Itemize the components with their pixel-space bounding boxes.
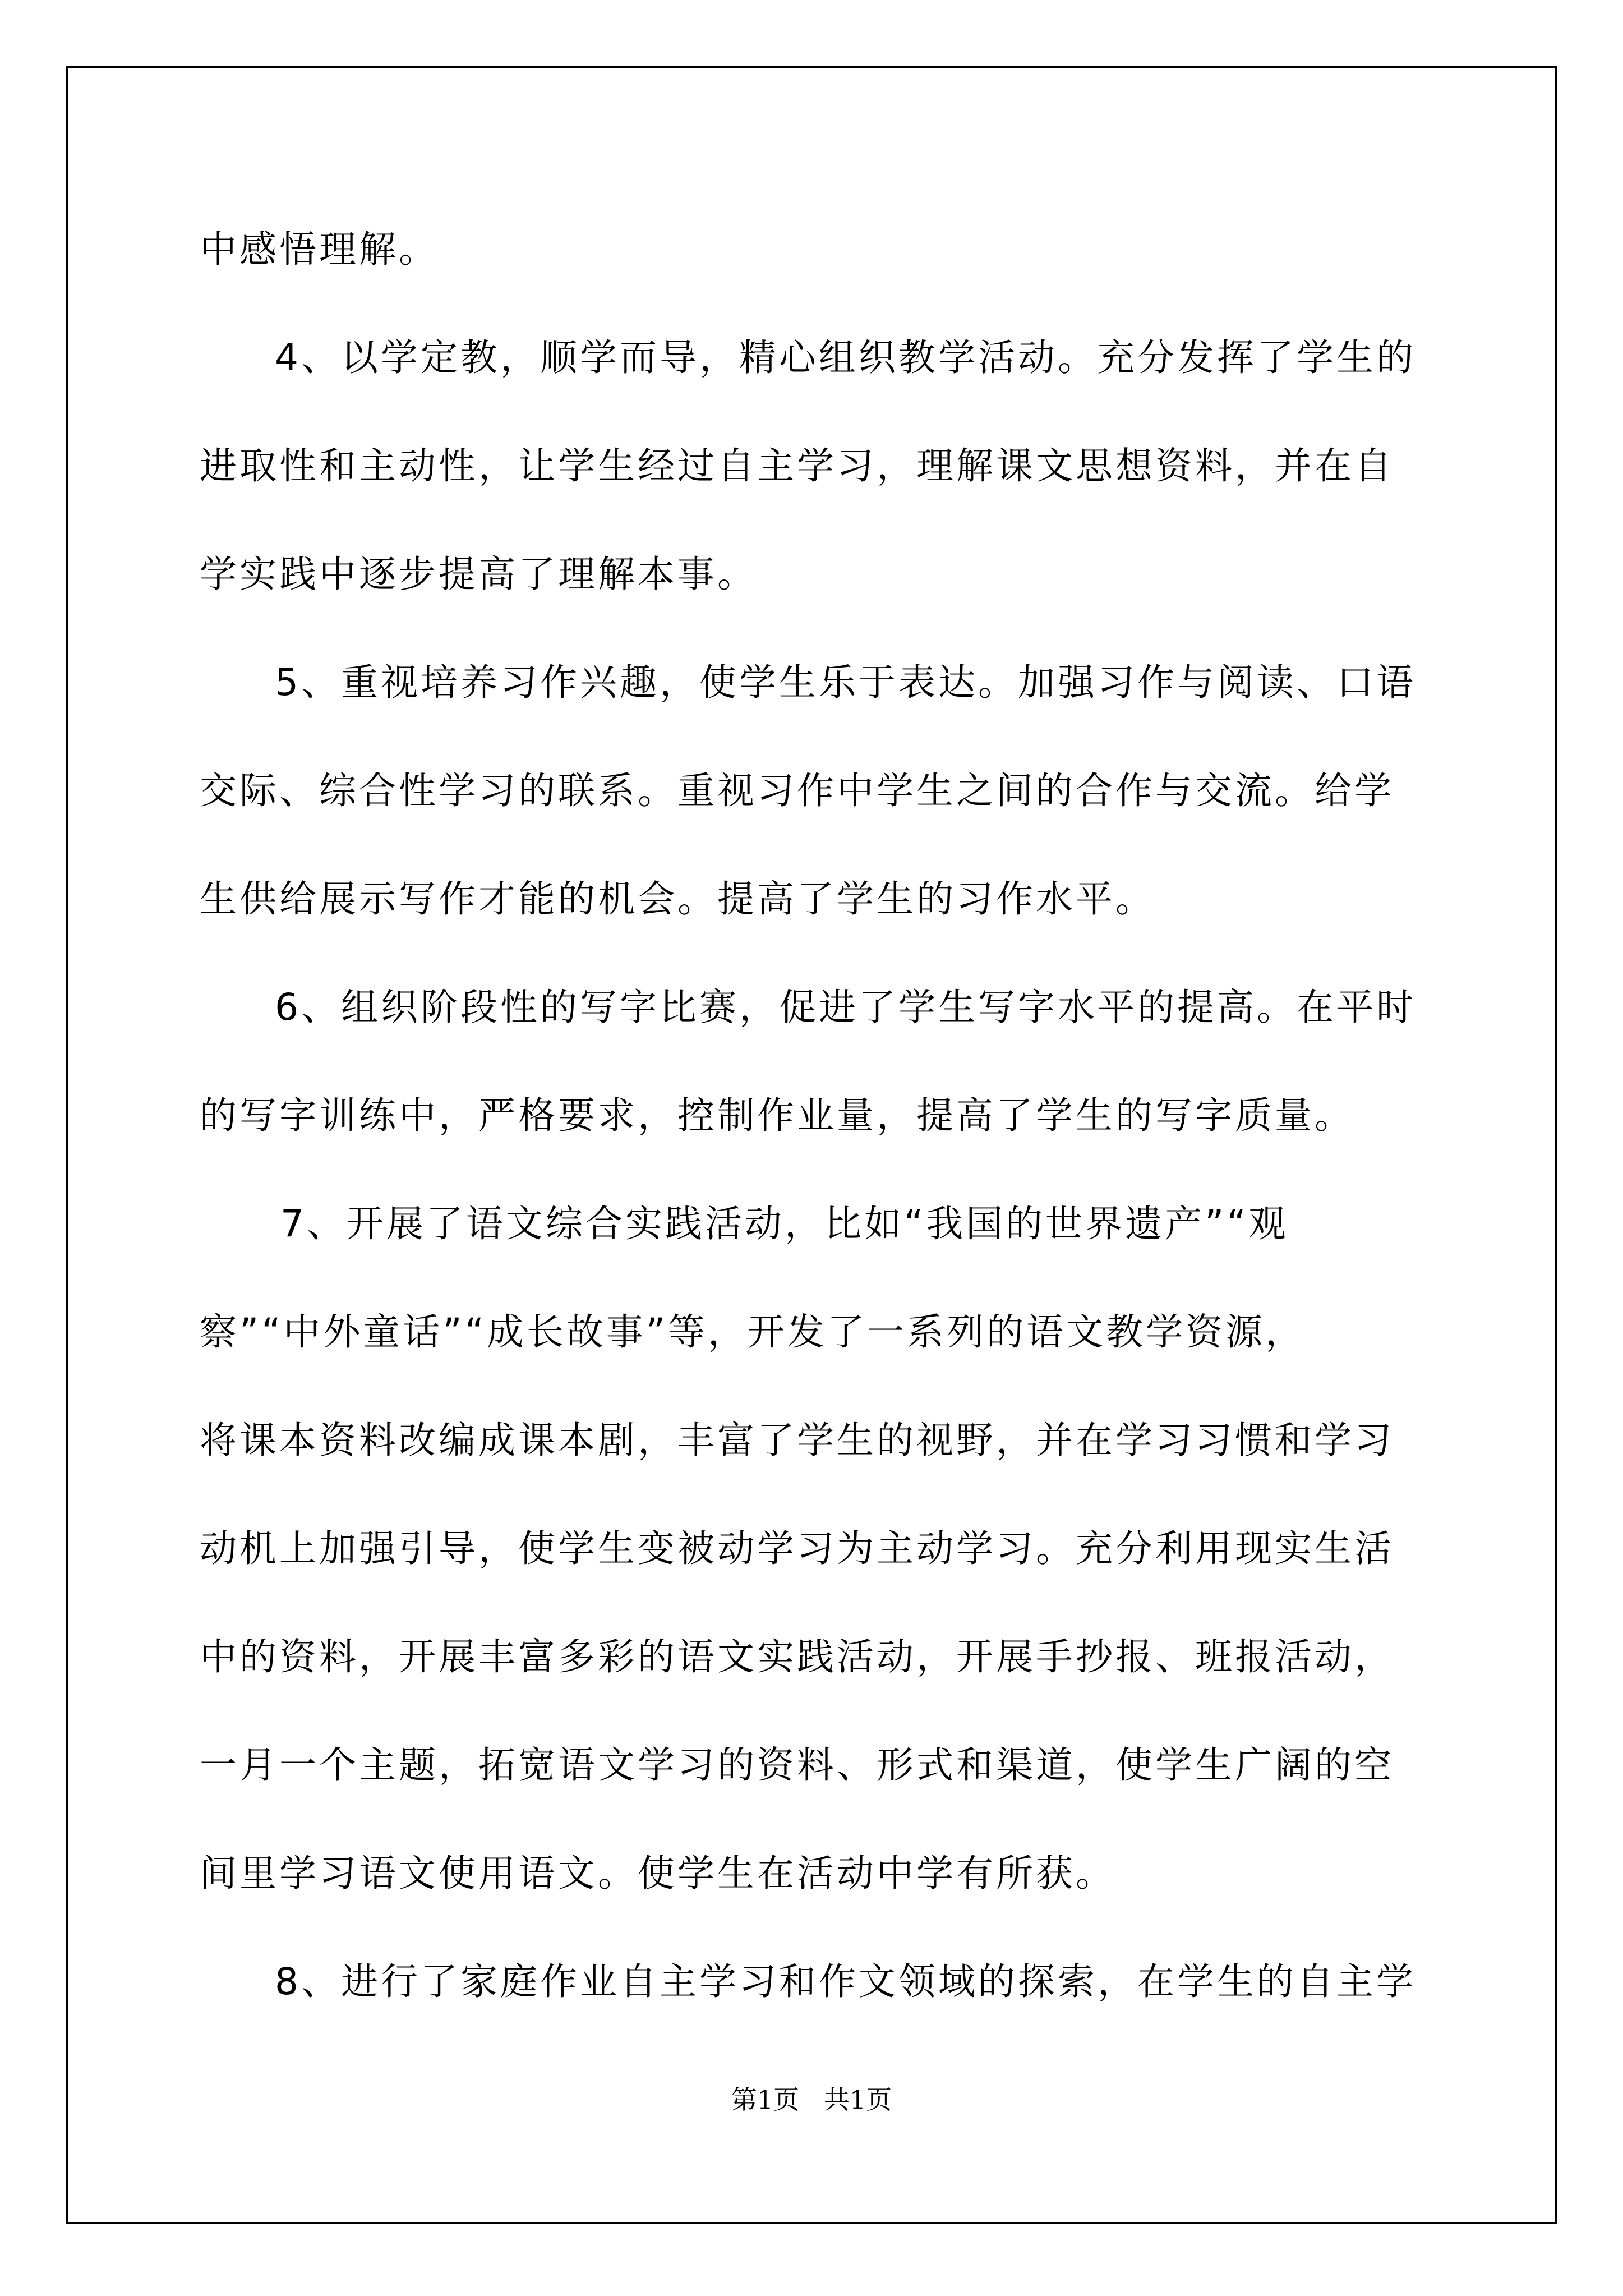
text-line: 将课本资料改编成课本剧，丰富了学生的视野，并在学习习惯和学习 [200,1419,1394,1462]
text-line: 进取性和主动性，让学生经过自主学习，理解课文思想资料，并在自 [200,444,1394,487]
text-line: 间里学习语文使用语文。使学生在活动中学有所获。 [200,1852,1115,1895]
text-line: 一月一个主题，拓宽语文学习的资料、形式和渠道，使学生广阔的空 [200,1743,1394,1787]
text-line: 学实践中逐步提高了理解本事。 [200,553,757,596]
text-line: 中感悟理解。 [200,228,439,271]
text-line: 察”“中外童话”“成长故事”等，开发了一系列的语文教学资源， [200,1310,1305,1354]
page-number-footer: 第1页 共1页 [731,2085,892,2115]
text-line: 6、组织阶段性的写字比赛，促进了学生写字水平的提高。在平时 [275,986,1416,1029]
text-line: 动机上加强引导，使学生变被动学习为主动学习。充分利用现实生活 [200,1527,1394,1570]
text-line: 5、重视培养习作兴趣，使学生乐于表达。加强习作与阅读、口语 [275,661,1416,704]
text-line: 生供给展示写作才能的机会。提高了学生的习作水平。 [200,877,1155,921]
page-border [66,66,1557,2224]
text-line: 7、开展了语文综合实践活动，比如“我国的世界遗产”“观 [280,1202,1289,1245]
text-line: 4、以学定教，顺学而导，精心组织教学活动。充分发挥了学生的 [275,336,1416,379]
text-line: 中的资料，开展丰富多彩的语文实践活动，开展手抄报、班报活动， [200,1635,1394,1678]
text-line: 交际、综合性学习的联系。重视习作中学生之间的合作与交流。给学 [200,769,1394,812]
text-line: 的写字训练中，严格要求，控制作业量，提高了学生的写字质量。 [200,1094,1354,1137]
text-line: 8、进行了家庭作业自主学习和作文领域的探索，在学生的自主学 [275,1960,1416,2003]
